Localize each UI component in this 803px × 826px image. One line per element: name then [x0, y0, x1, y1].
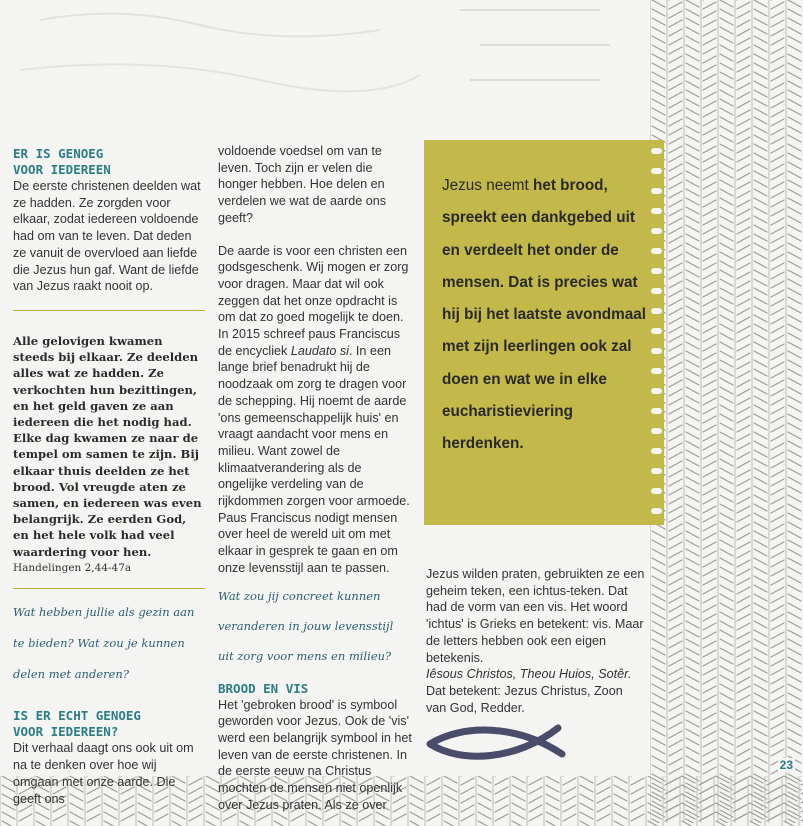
text-run: spreekt een dankgebed uit en verdeelt het onder de mensen. Dat is precies wat hij bij het laatste avondmaal met zijn leerlingen ook zal doen en wat we in elke eucharistieviering herdenken. — [442, 209, 647, 453]
middle-column — [218, 143, 412, 814]
binding-hole — [651, 428, 662, 434]
binding-hole — [651, 288, 662, 294]
binding-hole — [651, 408, 662, 414]
text-run: Jezus neemt — [442, 177, 533, 194]
paragraph-symbols: Het 'gebroken brood' is symbool geworden voor Jezus. Ook de 'vis' werd een belangrijk symbool in het leven van de eerste christenen. In de eerste eeuw na Christus mochten de mensen niet openlijk over Jezus praten. Als ze over — [218, 697, 412, 812]
section-heading-brood-en-vis: BROOD EN VIS — [218, 680, 309, 696]
quote-card — [424, 140, 664, 525]
herringbone-pattern-right — [650, 0, 803, 823]
paragraph-food: voldoende voedsel om van te leven. Toch zijn er velen die honger hebben. Hoe delen en verdelen we wat de aarde ons geeft? — [218, 144, 387, 225]
binding-hole — [651, 368, 662, 374]
binding-hole — [651, 488, 662, 494]
binding-hole — [651, 448, 662, 454]
heading-line: IS ER ECHT GENOEG — [13, 708, 141, 724]
binding-hole — [651, 188, 662, 194]
ichtus-acronym: Iêsous Christos, Theou Huios, Sotêr. — [426, 667, 632, 682]
heading-line: ER IS GENOEG — [13, 146, 104, 161]
intro-paragraph: De eerste christenen deelden wat ze hadden. Ze zorgden voor elkaar, zodat iedereen voldoende had om van te leven. Dat deden ze vanuit de overvloed aan liefde die Jezus hun gaf. Want de liefde van Jezus raakt nooit op. — [13, 179, 201, 294]
section-heading-is-er-echt-genoeg — [13, 708, 205, 740]
binding-hole — [651, 228, 662, 234]
binding-hole — [651, 328, 662, 334]
binding-hole — [651, 268, 662, 274]
heading-line: VOOR IEDEREEN? — [13, 724, 119, 740]
encyclical-title: Laudato si — [290, 343, 349, 358]
bible-quote: Alle gelovigen kwamen steeds bij elkaar. Ze deelden alles wat ze hadden. Ze verkochten hun bezittingen, en het geld gaven ze aan iedereen die het nodig had. Elke dag kwamen ze naar de tempel om samen te zijn. Bij elkaar thuis deelden ze het brood. Vol vreugde aten ze samen, en iedereen was even belangrijk. Ze eerden God, en het hele volk had veel waardering voor hen. — [13, 333, 202, 559]
text-run: De aarde is voor een christen een godsgeschenk. Wij mogen er zorg voor dragen. Maar dat wil ook zeggen dat het onze opdracht is om dat zo goed mogelijk te doen. In 2015 schreef paus Franciscus de encycliek — [218, 243, 409, 358]
binding-hole — [651, 148, 662, 154]
binding-hole — [651, 468, 662, 474]
binding-hole — [651, 508, 662, 514]
binding-hole — [651, 208, 662, 214]
paragraph-meaning: Dat betekent: Jezus Christus, Zoon van God, Redder. — [426, 683, 623, 715]
text-run: . In een lange brief benadrukt hij de noodzaak om zorg te dragen voor de schepping. Hij noemt de aarde 'ons gemeenschappelijk huis' en vraagt aandacht voor mens en milieu. Want zowel de klimaatverandering als de ongelijke verdeling van de rijkdommen zorgen voor armoede. Paus Franciscus nodigt mensen over heel de wereld uit om met elkaar in gesprek te gaan en om onze levensstijl aan te passen. — [218, 343, 410, 575]
binding-hole — [651, 348, 662, 354]
binding-hole — [651, 308, 662, 314]
paragraph-earth: Dit verhaal daagt ons ook uit om na te denken over hoe wij omgaan met onze aarde. Die geeft ons — [13, 741, 194, 806]
bible-reference: Handelingen 2,44-47a — [13, 561, 132, 574]
binding-hole — [651, 248, 662, 254]
binding-hole — [651, 388, 662, 394]
paragraph-laudato-si — [218, 243, 412, 577]
left-column — [13, 146, 205, 807]
section-heading-er-is-genoeg — [13, 146, 205, 178]
right-column — [426, 566, 646, 716]
heading-line: VOOR IEDEREEN — [13, 162, 111, 177]
reflection-question: Wat zou jij concreet kunnen veranderen in jouw levensstijl uit zorg voor mens en milieu? — [218, 588, 394, 663]
ichthys-fish-icon — [422, 716, 572, 766]
binding-hole — [651, 168, 662, 174]
background-sketch — [0, 0, 640, 120]
page-number: 23 — [779, 758, 793, 772]
text-emphasis: het brood, — [532, 177, 608, 194]
divider-line — [13, 310, 205, 311]
divider-line — [13, 588, 205, 589]
paragraph-ichtus: Jezus wilden praten, gebruikten ze een geheim teken, een ichtus-teken. Dat had de vorm van een vis. Het woord 'ichtus' is Grieks en betekent: vis. Maar de letters hebben ook een eigen betekenis. — [426, 567, 645, 665]
reflection-question: Wat hebben jullie als gezin aan te bieden? Wat zou je kunnen delen met anderen? — [13, 605, 195, 682]
card-quote-text — [442, 170, 652, 461]
